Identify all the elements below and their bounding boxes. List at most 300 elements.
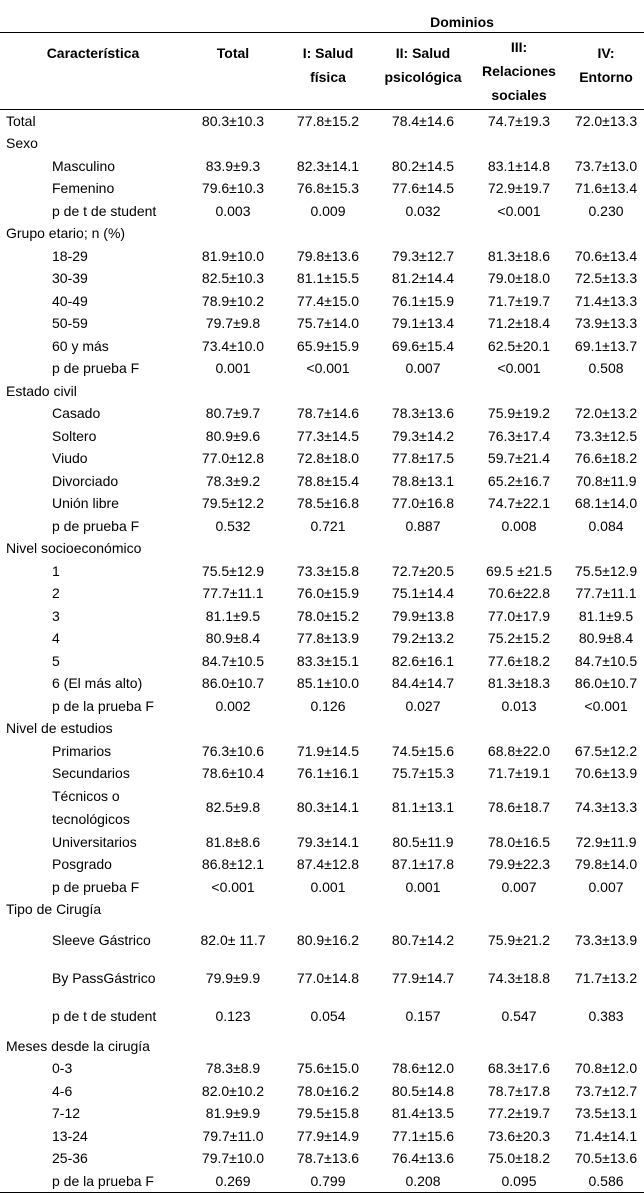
row-label: 3	[52, 607, 60, 624]
table-cell: 0.027	[405, 697, 441, 714]
table-cell: 70.5±13.6	[574, 1150, 638, 1166]
table-cell: 76.4±13.6	[391, 1150, 455, 1166]
table-cell	[280, 1035, 376, 1058]
table-cell: 79.3±14.2	[391, 427, 455, 444]
row-label: Soltero	[52, 427, 97, 444]
table-cell	[376, 717, 470, 740]
table-row	[0, 447, 644, 470]
table-cell	[186, 1035, 280, 1058]
table-cell: 65.2±16.7	[487, 472, 551, 489]
table-cell: 70.6±22.8	[487, 585, 551, 601]
row-label: 50-59	[52, 315, 88, 331]
table-cell: 59.7±21.4	[487, 450, 551, 466]
table-row	[0, 1147, 644, 1170]
table-cell: 82.3±14.1	[296, 157, 360, 174]
table-row	[0, 290, 644, 313]
table-cell	[280, 537, 376, 560]
table-cell	[470, 898, 568, 921]
table-cell: 77.0±14.8	[296, 969, 360, 986]
row-label: 1	[52, 562, 60, 579]
table-cell: <0.001	[211, 878, 255, 895]
table-cell: 79.8±13.6	[296, 247, 360, 264]
row-label: 4-6	[52, 1082, 73, 1099]
row-label: 7-12	[52, 1105, 81, 1121]
table-row	[0, 695, 644, 718]
table-cell: 70.8±11.9	[575, 472, 637, 489]
table-cell: 69.6±15.4	[391, 337, 455, 354]
table-cell: 81.1±13.1	[391, 799, 455, 816]
table-body	[0, 109, 644, 1193]
row-label: Primarios	[52, 742, 112, 759]
table-row	[0, 425, 644, 448]
table-cell: 80.7±9.7	[205, 405, 261, 421]
table-row	[0, 740, 644, 763]
table-cell: 78.5±16.8	[296, 495, 360, 511]
table-cell	[280, 898, 376, 921]
table-cell: 79.9±22.3	[487, 856, 551, 872]
table-cell: 75.2±15.2	[487, 630, 551, 646]
row-label: 0-3	[52, 1060, 73, 1076]
table-row	[0, 762, 644, 785]
table-cell: 73.3±13.9	[574, 931, 638, 948]
table-cell: 80.5±14.8	[391, 1082, 455, 1099]
row-label: 40-49	[52, 292, 88, 309]
table-cell: 76.0±15.9	[296, 585, 360, 601]
table-cell	[470, 1035, 568, 1058]
table-cell: 0.007	[501, 878, 537, 895]
table-cell: 79.1±13.4	[391, 315, 455, 331]
table-cell: 82.5±10.3	[201, 270, 265, 286]
table-cell: 80.7±14.2	[391, 931, 455, 948]
row-label: 5	[52, 652, 60, 669]
table-cell: 84.4±14.7	[391, 675, 455, 691]
row-label: Total	[6, 112, 36, 129]
table-cell: 69.5 ±21.5	[485, 562, 553, 579]
table-cell: 78.9±10.2	[201, 292, 265, 309]
table-cell: 73.3±12.5	[574, 427, 638, 444]
table-cell: 82.0± 11.7	[200, 931, 266, 948]
table-cell: 81.9±10.0	[201, 247, 265, 264]
table-cell	[186, 380, 280, 403]
table-cell: 80.9±8.4	[205, 630, 261, 646]
row-label: Posgrado	[52, 856, 112, 872]
row-label: Masculino	[52, 157, 116, 174]
table-cell	[280, 717, 376, 740]
row-label: Casado	[52, 405, 101, 421]
table-cell: 78.6±12.0	[391, 1060, 455, 1076]
table-cell	[376, 537, 470, 560]
table-cell	[568, 537, 644, 560]
row-label: 60 y más	[52, 337, 109, 354]
table-cell: 71.7±19.7	[487, 292, 551, 309]
table-cell: 79.5±15.8	[296, 1105, 360, 1121]
table-cell: 0.157	[405, 1007, 441, 1024]
table-cell: 0.126	[310, 697, 346, 714]
row-label: Viudo	[52, 450, 88, 466]
table-cell	[186, 898, 280, 921]
table-cell: 77.8±15.2	[296, 112, 360, 129]
table-cell: 77.3±14.5	[296, 427, 360, 444]
table-cell: 77.0±12.8	[201, 450, 265, 466]
table-cell	[186, 222, 280, 245]
table-cell: 81.4±13.5	[391, 1105, 455, 1121]
table-cell: 86.8±12.1	[201, 856, 265, 872]
table-cell: 0.508	[588, 360, 624, 376]
table-cell: 76.6±18.2	[574, 450, 638, 466]
table-cell: 0.532	[215, 517, 251, 534]
table-cell	[470, 717, 568, 740]
row-label: Sleeve Gástrico	[52, 931, 151, 948]
table-cell: 79.5±12.2	[201, 495, 265, 511]
table-cell: 0.007	[588, 878, 624, 895]
table-cell: 0.009	[310, 202, 346, 219]
row-label: Unión libre	[52, 495, 119, 511]
table-cell: 73.7±12.7	[574, 1082, 638, 1099]
table-cell: 84.7±10.5	[574, 652, 638, 669]
table-cell: <0.001	[306, 360, 350, 376]
table-cell	[280, 380, 376, 403]
table-cell: 0.007	[405, 360, 441, 376]
table-cell: 0.887	[405, 517, 441, 534]
table-cell: 78.3±13.6	[391, 405, 455, 421]
table-row	[0, 267, 644, 290]
table-cell	[470, 380, 568, 403]
table-cell: 65.9±15.9	[296, 337, 360, 354]
table-cell: 0.383	[588, 1007, 624, 1024]
row-label: 6 (El más alto)	[52, 675, 143, 691]
table-row	[0, 1057, 644, 1080]
row-label: Técnicos o tecnológicos	[52, 787, 130, 827]
table-cell: 71.6±13.4	[574, 180, 638, 196]
table-cell: 77.1±15.6	[391, 1127, 455, 1144]
row-label: By PassGástrico	[52, 969, 156, 986]
table-row	[0, 853, 644, 876]
table-row	[0, 492, 644, 515]
table-cell: 77.9±14.7	[391, 969, 455, 986]
table-cell: <0.001	[497, 202, 541, 219]
table-cell: 78.0±16.2	[296, 1082, 360, 1099]
row-label: 30-39	[52, 270, 88, 286]
table-cell: 74.3±18.8	[487, 969, 551, 986]
table-cell: 80.5±11.9	[392, 833, 454, 850]
table-cell: 73.5±13.1	[574, 1105, 638, 1121]
table-cell: 78.3±9.2	[205, 472, 261, 489]
table-cell: 68.8±22.0	[487, 742, 551, 759]
table-cell: 70.6±13.4	[574, 247, 638, 264]
table-cell	[376, 898, 470, 921]
table-cell: 76.3±17.4	[487, 427, 551, 444]
table-cell: 68.3±17.6	[487, 1060, 551, 1076]
table-cell: 0.013	[501, 697, 537, 714]
table-cell	[568, 717, 644, 740]
table-cell: 81.9±9.9	[205, 1105, 261, 1121]
table-cell: 0.230	[588, 202, 624, 219]
section-header-row	[0, 380, 644, 403]
table-cell: 71.4±13.3	[574, 292, 638, 309]
table-cell: 0.208	[405, 1172, 441, 1189]
table-cell: <0.001	[497, 360, 541, 376]
table-cell: 78.3±8.9	[205, 1060, 261, 1076]
row-label: p de prueba F	[52, 517, 140, 534]
total-header: Total	[216, 44, 250, 61]
table-row	[0, 515, 644, 538]
table-row	[0, 200, 644, 223]
table-cell: 81.1±15.5	[296, 270, 360, 286]
section-label: Estado civil	[6, 382, 77, 399]
table-cell: 79.3±12.7	[391, 247, 455, 264]
section-label: Nivel socioeconómico	[6, 540, 142, 556]
table-cell: 83.1±14.8	[487, 157, 551, 174]
table-row	[0, 650, 644, 673]
table-cell: 71.7±19.1	[487, 765, 551, 781]
table-cell: 0.001	[215, 360, 251, 376]
table-cell: 79.9±13.8	[391, 607, 455, 624]
table-cell: 80.9±8.4	[578, 630, 634, 646]
table-cell: 77.6±18.2	[487, 652, 551, 669]
table-cell: 82.6±16.1	[391, 652, 455, 669]
section-label: Sexo	[6, 135, 38, 151]
table-cell	[568, 380, 644, 403]
table-cell: 72.0±13.2	[574, 405, 638, 421]
table-cell: 82.5±9.8	[205, 799, 261, 816]
table-cell: <0.001	[584, 697, 628, 714]
section-header-row	[0, 898, 644, 921]
table-cell	[376, 380, 470, 403]
table-cell: 0.586	[588, 1172, 624, 1189]
table-cell: 79.7±9.8	[205, 315, 261, 331]
row-label: p de la prueba F	[52, 1172, 154, 1189]
table-cell: 81.3±18.3	[487, 675, 551, 691]
table-row	[0, 402, 644, 425]
domain-4-header: IV: Entorno	[579, 44, 633, 85]
table-cell: 0.002	[215, 697, 251, 714]
table-cell: 77.7±11.1	[202, 585, 264, 601]
table-row	[0, 1125, 644, 1148]
table-cell: 78.8±15.4	[296, 472, 360, 489]
table-cell: 78.6±18.7	[487, 799, 551, 816]
table-cell: 0.032	[405, 202, 441, 219]
table-row	[0, 560, 644, 583]
table-row	[0, 357, 644, 380]
domain-1-header: I: Salud física	[302, 44, 354, 85]
table-cell: 70.6±13.9	[574, 765, 638, 781]
section-label: Nivel de estudios	[6, 720, 113, 736]
table-cell: 78.0±16.5	[487, 833, 551, 850]
table-cell	[568, 132, 644, 155]
table-cell: 76.1±16.1	[296, 765, 360, 781]
section-label: Tipo de Cirugía	[6, 901, 102, 917]
table-cell: 81.1±9.5	[205, 607, 261, 624]
table-cell	[186, 717, 280, 740]
table-cell	[470, 132, 568, 155]
table-cell: 68.1±14.0	[574, 495, 638, 511]
table-cell: 77.0±16.8	[391, 495, 455, 511]
table-cell: 0.095	[501, 1172, 537, 1189]
table-row	[0, 109, 644, 132]
table-cell: 0.054	[310, 1007, 346, 1024]
table-row	[0, 1170, 644, 1193]
table-row	[0, 582, 644, 605]
table-cell: 81.1±9.5	[578, 607, 634, 624]
table-cell: 74.5±15.6	[391, 742, 455, 759]
table-cell: 72.0±13.3	[574, 112, 638, 129]
table-cell: 74.7±19.3	[487, 112, 551, 129]
table-cell: 77.6±14.5	[391, 180, 455, 196]
table-row	[0, 959, 644, 997]
row-label: Femenino	[52, 180, 115, 196]
table-cell: 83.3±15.1	[296, 652, 360, 669]
table-cell: 79.3±14.1	[296, 833, 360, 850]
table-cell: 0.123	[215, 1007, 251, 1024]
table-cell: 80.2±14.5	[391, 157, 455, 174]
table-row	[0, 1102, 644, 1125]
table-cell: 82.0±10.2	[201, 1082, 265, 1099]
table-cell: 72.9±19.7	[487, 180, 551, 196]
table-cell: 79.2±13.2	[391, 630, 455, 646]
table-cell: 80.3±10.3	[201, 112, 265, 129]
row-label: Universitarios	[52, 833, 137, 850]
domain-2-header: II: Salud psicológica	[384, 44, 462, 85]
table-cell: 0.547	[501, 1007, 537, 1024]
table-row	[0, 997, 644, 1035]
table-cell: 76.1±15.9	[391, 292, 455, 309]
table-cell: 71.2±18.4	[487, 315, 551, 331]
table-cell: 81.3±18.6	[487, 247, 551, 264]
table-cell: 75.0±18.2	[487, 1150, 551, 1166]
table-cell: 77.8±13.9	[296, 630, 360, 646]
table-cell: 77.4±15.0	[296, 292, 360, 309]
table-cell	[568, 898, 644, 921]
table-cell: 80.9±9.6	[205, 427, 261, 444]
table-row	[0, 335, 644, 358]
row-label: 4	[52, 630, 60, 646]
table-cell: 76.8±15.3	[296, 180, 360, 196]
table-cell: 0.721	[310, 517, 346, 534]
table-cell: 77.8±17.5	[391, 450, 455, 466]
table-cell: 78.0±15.2	[296, 607, 360, 624]
table-row	[0, 1080, 644, 1103]
table-cell: 0.001	[310, 878, 346, 895]
table-cell: 74.7±22.1	[487, 495, 551, 511]
row-label: 25-36	[52, 1150, 88, 1166]
row-label: 2	[52, 585, 60, 601]
table-cell: 81.8±8.6	[205, 833, 261, 850]
row-label: 18-29	[52, 247, 88, 264]
table-cell: 77.7±11.1	[575, 585, 637, 601]
table-cell: 79.7±10.0	[201, 1150, 265, 1166]
table-cell: 72.7±20.5	[391, 562, 455, 579]
table-row	[0, 155, 644, 178]
table-row	[0, 245, 644, 268]
table-cell: 70.8±12.0	[574, 1060, 638, 1076]
table-cell: 62.5±20.1	[487, 337, 551, 354]
table-cell	[376, 1035, 470, 1058]
table-cell	[280, 222, 376, 245]
table-cell	[376, 222, 470, 245]
table-cell: 0.008	[501, 517, 537, 534]
table-cell: 80.3±14.1	[296, 799, 360, 816]
table-cell: 75.1±14.4	[391, 585, 455, 601]
table-cell: 75.9±21.2	[487, 931, 551, 948]
table-cell: 79.7±11.0	[202, 1127, 264, 1144]
table-cell: 73.4±10.0	[201, 337, 265, 354]
table-cell: 83.9±9.3	[205, 157, 261, 174]
row-label: p de t de student	[52, 202, 157, 219]
table-row	[0, 831, 644, 854]
table-cell: 0.269	[215, 1172, 251, 1189]
table-cell: 86.0±10.7	[201, 675, 265, 691]
table-cell: 75.7±15.3	[391, 765, 455, 781]
table-cell: 74.3±13.3	[574, 799, 638, 816]
section-header-row	[0, 1035, 644, 1058]
table-cell: 69.1±13.7	[574, 337, 638, 354]
row-label: p de la prueba F	[52, 697, 154, 714]
table-cell: 72.9±11.9	[575, 833, 637, 850]
table-cell: 79.0±18.0	[487, 270, 551, 286]
table-cell: 75.6±15.0	[296, 1060, 360, 1076]
table-cell: 78.6±10.4	[201, 765, 265, 781]
row-label: p de prueba F	[52, 878, 140, 895]
table-row	[0, 470, 644, 493]
section-header-row	[0, 222, 644, 245]
table-cell: 84.7±10.5	[201, 652, 265, 669]
table-cell: 79.9±9.9	[205, 969, 261, 986]
section-label: Meses desde la cirugía	[6, 1037, 150, 1054]
domain-3-header: III: Relaciones sociales	[482, 38, 556, 103]
table-cell: 73.3±15.8	[296, 562, 360, 579]
row-label: 13-24	[52, 1127, 88, 1144]
row-label: p de prueba F	[52, 360, 140, 376]
table-row	[0, 627, 644, 650]
table-cell	[568, 1035, 644, 1058]
table-cell: 67.5±12.2	[574, 742, 638, 759]
caracteristica-header: Característica	[46, 44, 140, 61]
table-cell: 78.7±13.6	[296, 1150, 360, 1166]
domain-header-row	[0, 0, 644, 32]
table-cell: 81.2±14.4	[391, 270, 455, 286]
table-cell	[280, 132, 376, 155]
table-cell: 79.8±14.0	[574, 856, 638, 872]
table-cell: 0.084	[588, 517, 624, 534]
row-label: p de t de student	[52, 1007, 157, 1024]
table-row	[0, 605, 644, 628]
table-cell	[568, 222, 644, 245]
table-cell: 77.0±17.9	[487, 607, 551, 624]
table-cell	[470, 222, 568, 245]
table-row	[0, 312, 644, 335]
table-cell: 75.5±12.9	[201, 562, 265, 579]
table-cell: 77.9±14.9	[296, 1127, 360, 1144]
table-cell: 72.5±13.3	[574, 270, 638, 286]
table-row	[0, 672, 644, 695]
table-cell: 75.7±14.0	[296, 315, 360, 331]
table-cell: 0.003	[215, 202, 251, 219]
table-cell: 87.4±12.8	[296, 856, 360, 872]
table-cell: 72.8±18.0	[296, 450, 360, 466]
table-row	[0, 876, 644, 899]
table-cell: 77.2±19.7	[487, 1105, 551, 1121]
section-header-row	[0, 132, 644, 155]
table-cell: 0.001	[405, 878, 441, 895]
table-cell: 73.6±20.3	[487, 1127, 551, 1144]
table-cell: 75.9±19.2	[487, 405, 551, 421]
table-row	[0, 785, 644, 831]
table-cell: 0.799	[310, 1172, 346, 1189]
table-cell: 85.1±10.0	[296, 675, 360, 691]
table-cell: 75.5±12.9	[574, 562, 638, 579]
table-cell: 71.4±14.1	[574, 1127, 638, 1144]
table-cell: 79.6±10.3	[201, 180, 265, 196]
